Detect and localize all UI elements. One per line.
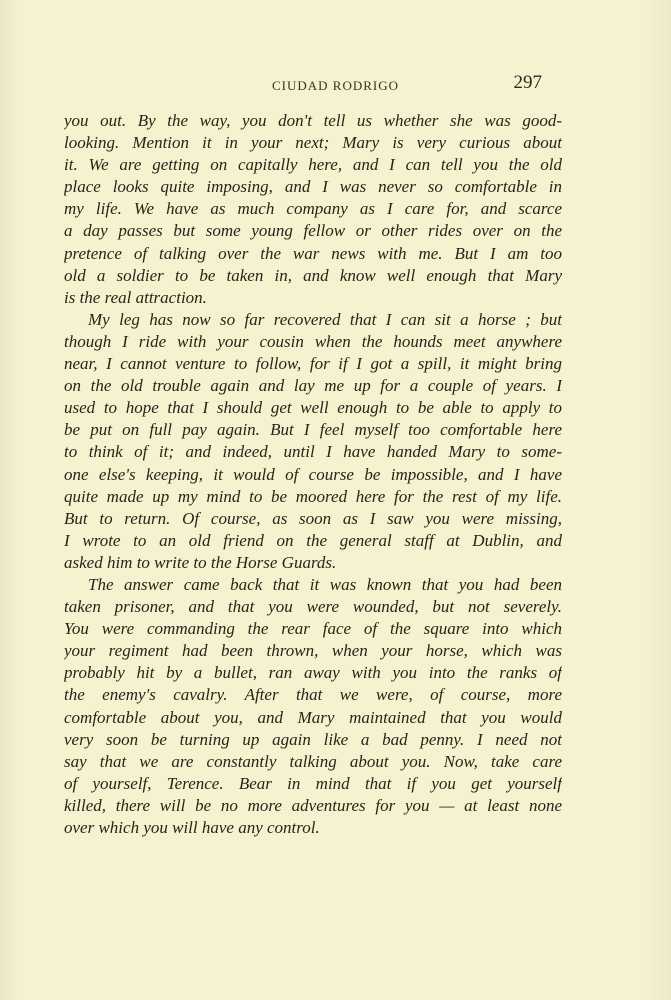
text-line: my life. We have as much company as I care for, and scarce <box>64 199 562 219</box>
text-line: a day passes but some young fellow or other rides over on the <box>64 221 562 241</box>
text-line: I wrote to an old friend on the general staff at Dublin, and <box>64 530 562 550</box>
text-line: over which you will have any control. <box>64 818 320 837</box>
text-line: probably hit by a bullet, ran away with you into the ranks of <box>64 663 562 683</box>
text-line: of yourself, Terence. Bear in mind that if you get yourself <box>64 773 562 793</box>
text-line: on the old trouble again and lay me up for a couple of years. I <box>64 376 562 396</box>
text-line: the enemy's cavalry. After that we were, of course, more <box>64 685 562 705</box>
text-line: near, I cannot venture to follow, for if I got a spill, it might bring <box>64 354 562 374</box>
text-line: place looks quite imposing, and I was never so comfortable in <box>64 177 562 197</box>
text-line: You were commanding the rear face of the square into which <box>64 619 562 639</box>
text-line: it. We are getting on capitally here, and I can tell you the old <box>64 155 562 175</box>
body-text <box>64 110 562 839</box>
text-line: pretence of talking over the war news with me. But I am too <box>64 243 562 263</box>
text-line: asked him to write to the Horse Guards. <box>64 552 337 572</box>
text-line: used to hope that I should get well enough to be able to apply to <box>64 398 562 418</box>
text-line: But to return. Of course, as soon as I saw you were missing, <box>64 508 562 528</box>
page-number: 297 <box>513 72 542 93</box>
text-line: very soon be turning up again like a bad penny. I need not <box>64 729 562 749</box>
text-line: quite made up my mind to be moored here for the rest of my life. <box>64 486 562 506</box>
text-line: is the real attraction. <box>64 287 207 307</box>
text-line: comfortable about you, and Mary maintained that you would <box>64 707 562 727</box>
text-line: old a soldier to be taken in, and know well enough that Mary <box>64 265 562 285</box>
text-line: though I ride with your cousin when the hounds meet anywhere <box>64 331 562 351</box>
text-line: taken prisoner, and that you were wounded, but not severely. <box>64 597 562 617</box>
text-line: say that we are constantly talking about you. Now, take care <box>64 751 562 771</box>
text-line: looking. Mention it in your next; Mary is very curious about <box>64 133 562 153</box>
text-line: you out. By the way, you don't tell us whether she was good- <box>64 111 562 130</box>
text-line: The answer came back that it was known that you had been <box>88 574 562 594</box>
page-header <box>0 72 671 98</box>
text-line: to think of it; and indeed, until I have handed Mary to some- <box>64 442 562 462</box>
text-line: killed, there will be no more adventures for you — at least none <box>64 795 562 815</box>
text-line: one else's keeping, it would of course be impossible, and I have <box>64 464 562 484</box>
text-line: your regiment had been thrown, when your horse, which was <box>64 641 562 661</box>
text-line: be put on full pay again. But I feel myself too comfortable here <box>64 420 562 440</box>
text-line: My leg has now so far recovered that I can sit a horse ; but <box>88 309 562 329</box>
running-head: CIUDAD RODRIGO <box>271 78 400 93</box>
